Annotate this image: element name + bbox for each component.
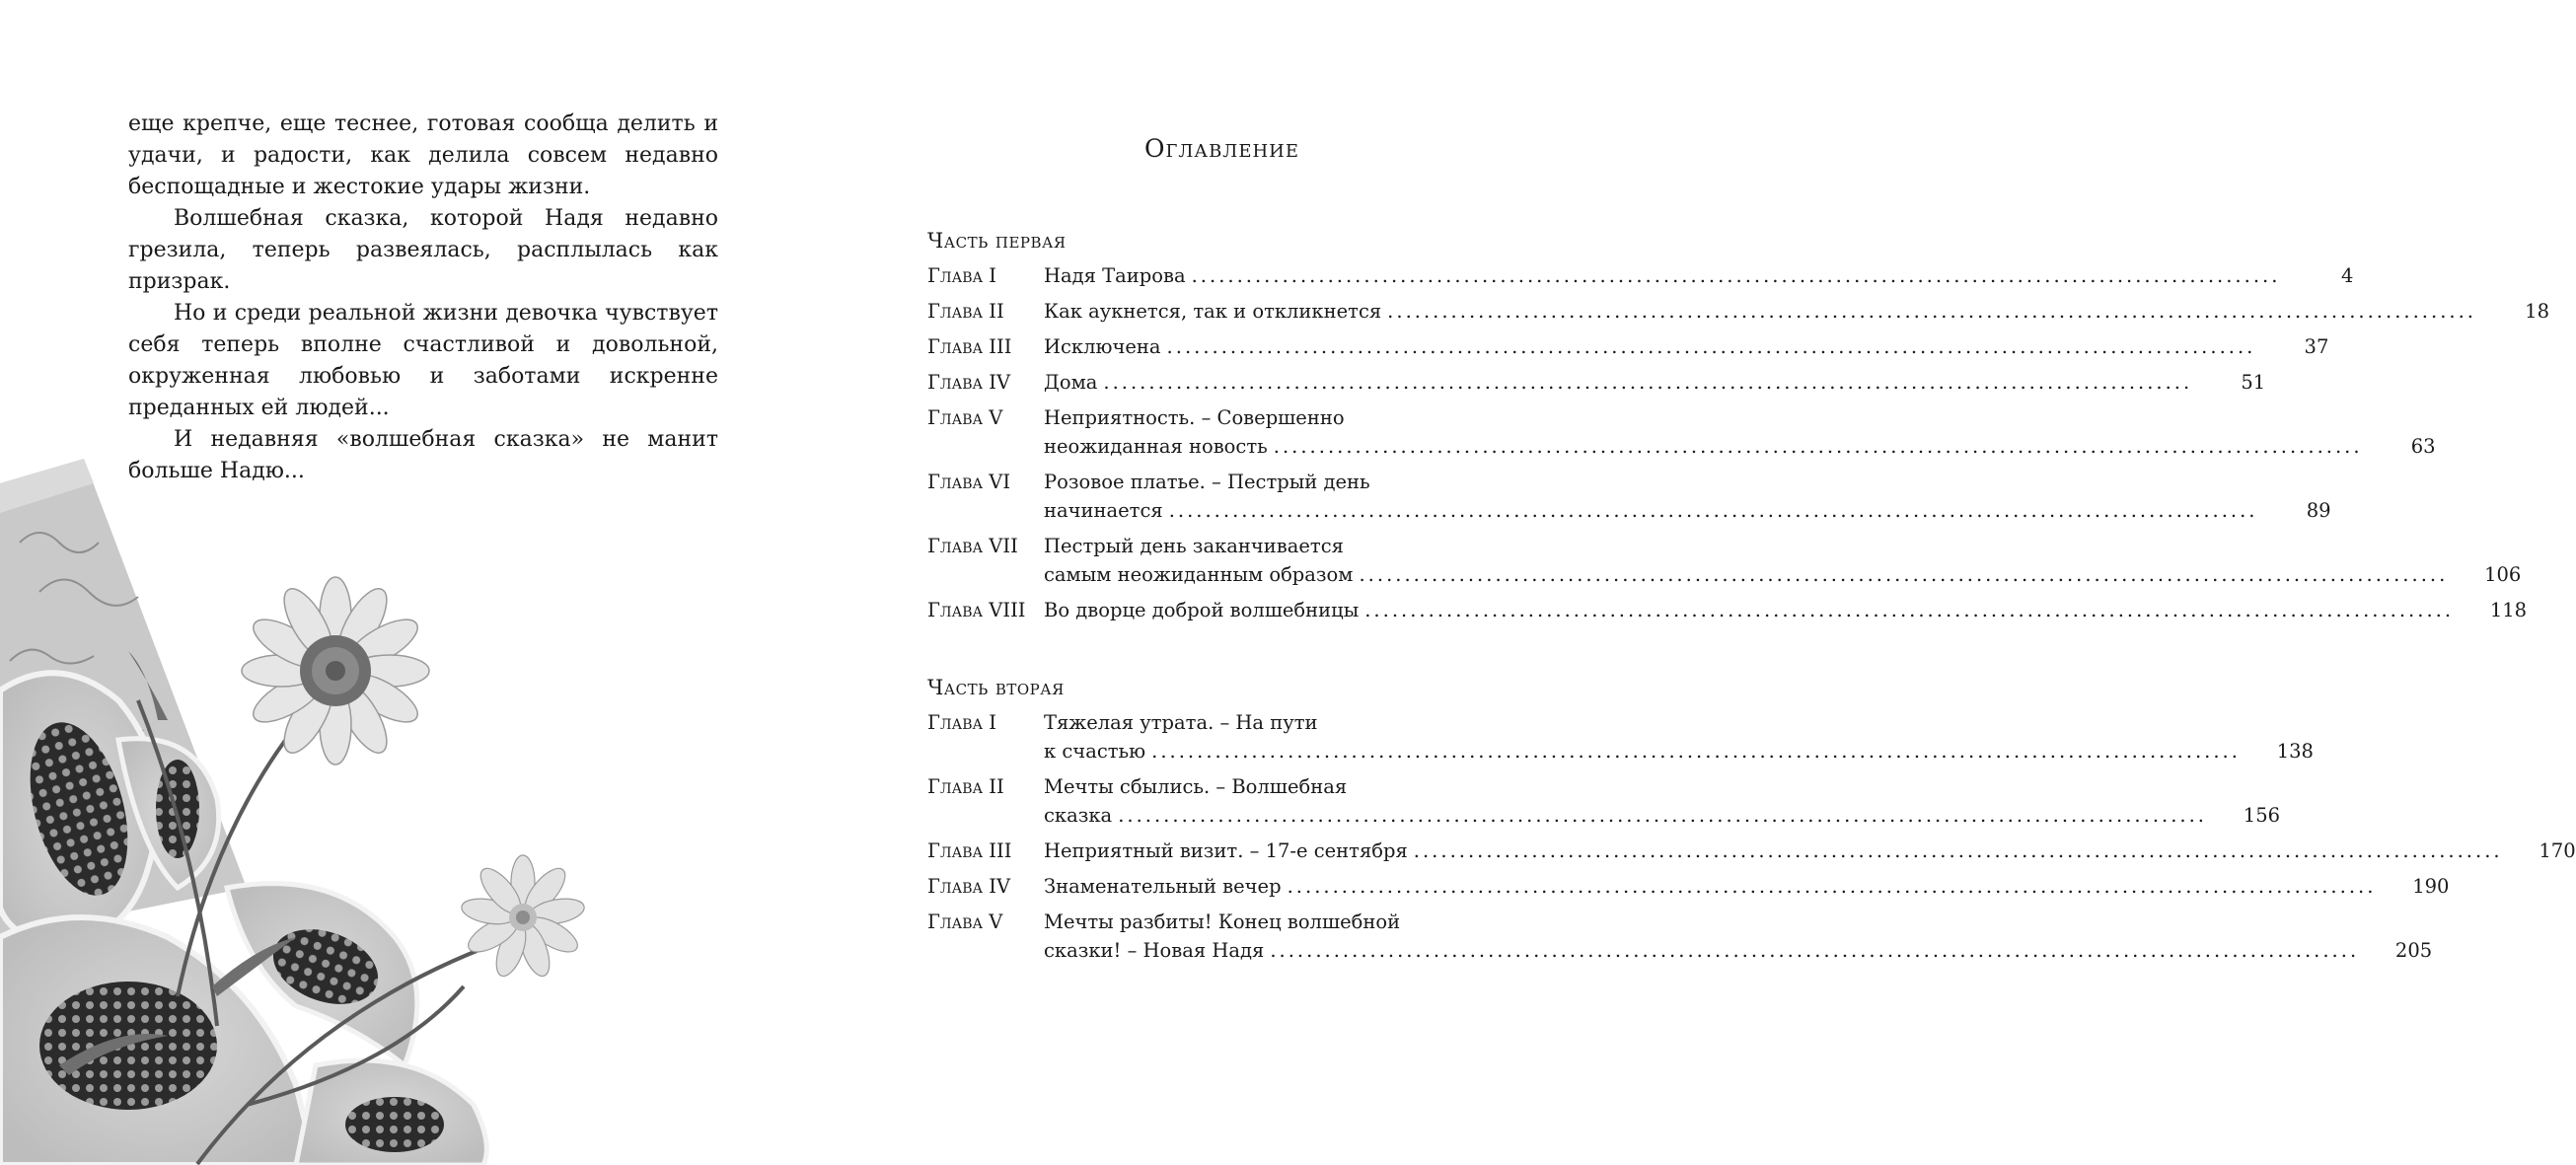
chapter-title <box>1044 532 2452 589</box>
chapter-title-line: сказка <box>1044 804 1113 827</box>
chapter-label: Глава III <box>927 839 1012 862</box>
chapter-title-line: Как аукнется, так и откликнется <box>1044 300 1382 323</box>
chapter-label: Глава I <box>927 264 996 287</box>
part-title: Часть вторая <box>927 676 1065 699</box>
chapter-title-line: сказки! – Новая Надя <box>1044 939 1265 962</box>
chapter-label: Глава II <box>927 300 1004 323</box>
paragraph: Волшебная сказка, которой Надя недавно грезила, теперь развеялась, расплылась как призрак. <box>128 206 718 294</box>
page-number: 51 <box>2241 371 2266 394</box>
chapter-label: Глава VII <box>927 535 1018 557</box>
page-number: 37 <box>2304 335 2329 358</box>
page-number: 63 <box>2410 435 2436 458</box>
dot-leader: ........................................................................................................................ <box>1191 264 2281 287</box>
toc-entry[interactable] <box>927 332 2329 361</box>
paragraph: И недавняя «волшебная сказка» не манит больше Надю... <box>128 427 718 483</box>
dot-leader: ........................................................................................................................ <box>1151 740 2241 763</box>
chapter-label: Глава II <box>927 775 1004 798</box>
dot-leader: ........................................................................................................................ <box>1413 839 2503 862</box>
chapter-title-line: Неприятный визит. – 17-е сентября <box>1044 839 1408 862</box>
dot-leader: ........................................................................................................................ <box>1166 335 2256 358</box>
toc-entry[interactable] <box>927 261 2354 290</box>
chapter-title <box>1044 772 2211 830</box>
page-number: 89 <box>2306 499 2331 522</box>
chapter-title <box>1044 368 2196 397</box>
chapter-list <box>927 261 2549 624</box>
paragraph: еще крепче, еще теснее, готовая сообща делить и удачи, и радости, как делила совсем недавно беспощадные и жестокие удары жизни. <box>128 111 718 199</box>
page-number: 18 <box>2525 300 2549 323</box>
toc-entry[interactable] <box>927 772 2281 830</box>
chapter-label: Глава IV <box>927 875 1011 898</box>
page-number: 138 <box>2276 740 2314 763</box>
page-number: 205 <box>2394 939 2433 962</box>
dot-leader: ........................................................................................................................ <box>1103 371 2193 394</box>
toc-entry[interactable] <box>927 596 2528 624</box>
chapter-title <box>1044 708 2245 765</box>
chapter-label: Глава III <box>927 335 1012 358</box>
chapter-label: Глава V <box>927 910 1003 933</box>
chapter-title-line: самым неожиданным образом <box>1044 563 1354 586</box>
left-page-text <box>128 109 718 487</box>
chapter-title-line: Тяжелая утрата. – На пути <box>1044 711 1318 734</box>
toc-entry[interactable] <box>927 368 2266 397</box>
paragraph: Но и среди реальной жизни девочка чувствует себя теперь вполне счастливой и довольной, окруженная любовью и заботами искренне преданных ей людей... <box>128 301 718 420</box>
part-title: Часть первая <box>927 229 1067 253</box>
dot-leader: ........................................................................................................................ <box>1273 435 2363 458</box>
chapter-title <box>1044 332 2259 361</box>
toc-entry[interactable] <box>927 403 2436 461</box>
chapter-title-line: Неприятность. – Совершенно <box>1044 406 1345 429</box>
chapter-title <box>1044 908 2363 965</box>
large-flower <box>242 577 429 765</box>
dot-leader: ........................................................................................................................ <box>1168 499 2258 522</box>
chapter-title <box>1044 403 2367 461</box>
flower-lace-illustration <box>0 473 612 1165</box>
chapter-title-line: Пестрый день заканчивается <box>1044 535 1344 557</box>
chapter-label: Глава V <box>927 406 1003 429</box>
chapter-title-line: Розовое платье. – Пестрый день <box>1044 471 1370 493</box>
dot-leader: ........................................................................................................................ <box>1387 300 2476 323</box>
chapter-title-line: Во дворце доброй волшебницы <box>1044 599 1360 621</box>
toc-entry[interactable] <box>927 708 2314 765</box>
page-number: 170 <box>2539 839 2576 862</box>
toc-entry[interactable] <box>927 297 2549 326</box>
dot-leader: ........................................................................................................................ <box>1364 599 2455 621</box>
chapter-title <box>1044 297 2480 326</box>
chapter-list <box>927 708 2576 965</box>
chapter-label: Глава IV <box>927 371 1011 394</box>
toc-part-2 <box>927 674 2576 972</box>
dot-leader: ........................................................................................................................ <box>1359 563 2449 586</box>
page-number: 190 <box>2412 875 2450 898</box>
chapter-title-line: Мечты сбылись. – Волшебная <box>1044 775 1348 798</box>
chapter-title-line: начинается <box>1044 499 1163 522</box>
dot-leader: ........................................................................................................................ <box>1118 804 2208 827</box>
chapter-title <box>1044 596 2458 624</box>
chapter-label: Глава VI <box>927 471 1011 493</box>
chapter-title <box>1044 872 2380 901</box>
page-number: 118 <box>2489 599 2528 621</box>
toc-part-1 <box>927 227 2549 631</box>
chapter-title-line: Знаменательный вечер <box>1044 875 1282 898</box>
chapter-title-line: Мечты разбиты! Конец волшебной <box>1044 910 1401 933</box>
dot-leader: ........................................................................................................................ <box>1270 939 2360 962</box>
small-flower <box>460 855 586 980</box>
page-number: 156 <box>2243 804 2281 827</box>
toc-entry[interactable] <box>927 908 2433 965</box>
chapter-title-line: неожиданная новость <box>1044 435 1268 458</box>
page-number: 106 <box>2484 563 2522 586</box>
chapter-label: Глава VIII <box>927 599 1026 621</box>
lace <box>0 673 486 1165</box>
chapter-title-line: Надя Таирова <box>1044 264 1186 287</box>
toc-entry[interactable] <box>927 837 2576 865</box>
chapter-title <box>1044 837 2507 865</box>
toc-entry[interactable] <box>927 872 2450 901</box>
chapter-title <box>1044 468 2262 525</box>
toc-entry[interactable] <box>927 532 2522 589</box>
chapter-label: Глава I <box>927 711 996 734</box>
chapter-title-line: к счастью <box>1044 740 1146 763</box>
chapter-title <box>1044 261 2284 290</box>
chapter-title-line: Исключена <box>1044 335 1161 358</box>
dot-leader: ........................................................................................................................ <box>1287 875 2377 898</box>
toc-entry[interactable] <box>927 468 2331 525</box>
toc-title: Оглавление <box>1144 134 1299 163</box>
page-number: 4 <box>2341 264 2354 287</box>
chapter-title-line: Дома <box>1044 371 1098 394</box>
